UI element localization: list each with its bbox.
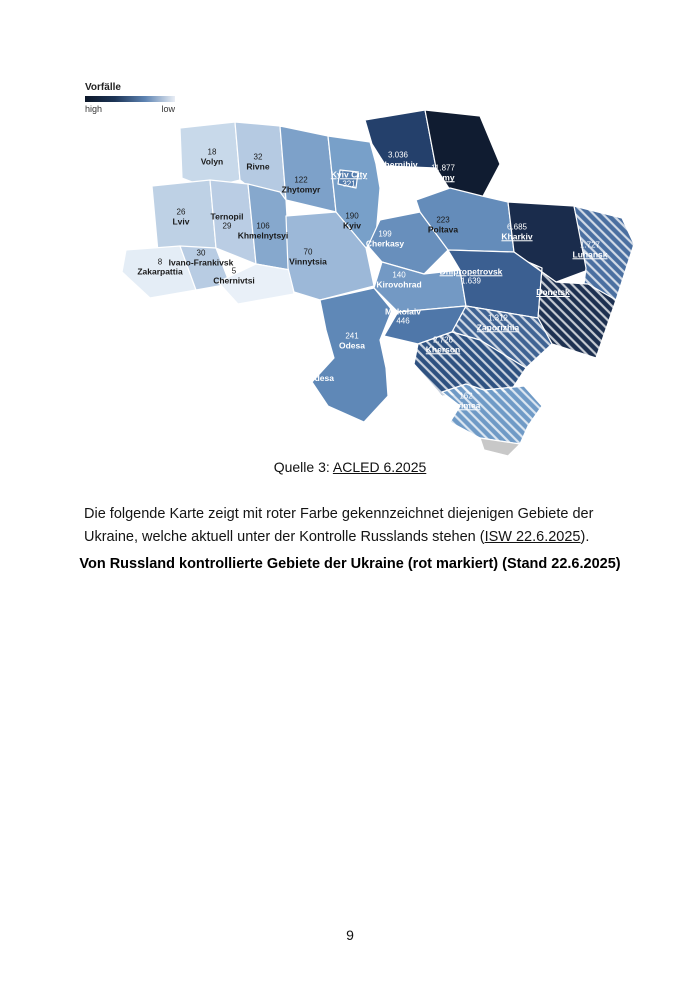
region-chernihiv [365,110,436,168]
region-name-vinnytsia: Vinnytsia [289,256,327,267]
region-value-kirovohrad: 140 [392,270,406,280]
legend-label-high: high [85,104,103,114]
section-heading: Von Russland kontrollierte Gebiete der Ukraine (rot markiert) (Stand 22.6.2025) [79,556,621,572]
region-name-lviv: Lviv [172,216,190,227]
region-name-kyiv-oblast: Kyiv [343,220,361,231]
isw-link[interactable]: ISW 22.6.2025 [484,528,581,545]
region-value-kharkiv: 6.685 [506,222,528,232]
region-value-cherkasy: 199 [378,229,392,239]
region-name-kherson: Kherson [425,344,461,355]
region-value-poltava: 223 [436,215,450,225]
crimea-hatch-overlay [442,384,542,444]
paragraph-text-after: ). [580,528,590,545]
region-value-zhytomyr: 122 [294,175,308,185]
region-name-cherkasy: Cherkasy [365,238,405,249]
paragraph-text-before: Die folgende Karte zeigt mit roter Farbe gekennzeichnet diejenigen Gebiete der Ukraine, welche aktuell unter der Kontrolle Russlands stehen ( [84,506,594,545]
region-value-kyiv-oblast: 190 [345,211,359,221]
caption-source-link[interactable]: ACLED 6.2025 [332,459,427,475]
region-value-rivne: 32 [253,152,263,162]
region-name-kirovohrad: Kirovohrad [376,279,422,290]
region-value-luhansk: 1.727 [579,240,601,250]
body-paragraph [84,503,620,548]
region-value-mykolaiv: 446 [396,316,410,326]
region-odesa [312,288,392,422]
region-sumy [425,110,500,198]
region-name-zaporizhia: Zaporizhia [476,322,520,333]
region-value-sumy: 11.877 [431,163,455,173]
region-name-zakarpattia: Zakarpattia [137,266,183,277]
region-name-chernivtsi: Chernivtsi [213,275,255,286]
region-value-zakarpattia: 8 [157,257,163,267]
region-name-sumy: Sumy [431,172,455,183]
region-value-vinnytsia: 70 [303,247,313,257]
region-name-ivano-frankivsk: Ivano-Frankivsk [168,257,234,268]
region-name-kharkiv: Kharkiv [501,231,533,242]
region-value-ivano-frankivsk: 30 [196,248,206,258]
region-volyn [180,122,240,188]
region-value-kherson: 2.726 [432,335,454,345]
region-value-khmelnytskyi: 106 [256,221,270,231]
region-name-odesa-south: Odesa [308,372,334,383]
legend-label-low: low [161,104,175,114]
page-number: 9 [346,927,354,943]
region-name-ternopil: Ternopil [210,211,244,222]
ukraine-choropleth-svg [80,100,640,460]
region-value-volyn: 18 [207,147,217,157]
region-value-kyiv-city: 321 [342,179,356,189]
region-zhytomyr [280,126,336,212]
region-value-dnipropetrovsk: 1.639 [460,276,482,286]
region-name-kyiv-city: Kyiv City [330,169,368,180]
legend-title: Vorfälle [85,82,121,93]
region-name-luhansk: Luhansk [572,249,608,260]
ukraine-map-figure [80,100,640,460]
region-name-crimea: Crimea [451,400,481,411]
region-name-zhytomyr: Zhytomyr [281,184,321,195]
region-name-poltava: Poltava [427,224,459,235]
region-value-ternopil: 29 [222,221,232,231]
figure-caption [0,459,700,475]
region-value-zaporizhia: 1.312 [487,313,509,323]
region-chernivtsi [218,264,294,304]
region-name-khmelnytskyi: Khmelnytsyi [237,230,289,241]
region-name-chernihiv: Chernihiv [378,159,418,170]
region-value-chernivtsi: 5 [231,266,237,276]
region-name-mykolaiv: Mykolaiv [385,306,421,317]
region-value-crimea: 162 [459,391,473,401]
region-value-lviv: 26 [176,207,186,217]
region-name-rivne: Rivne [246,161,270,172]
region-name-donetsk: Donetsk [536,286,570,297]
region-name-odesa: Odesa [339,340,365,351]
region-name-dnipropetrovsk: Dnipropetrovsk [439,266,503,277]
region-value-odesa: 241 [345,331,359,341]
region-name-volyn: Volyn [200,156,224,167]
caption-prefix: Quelle 3: [273,459,333,475]
region-value-chernihiv: 3.036 [387,150,409,160]
